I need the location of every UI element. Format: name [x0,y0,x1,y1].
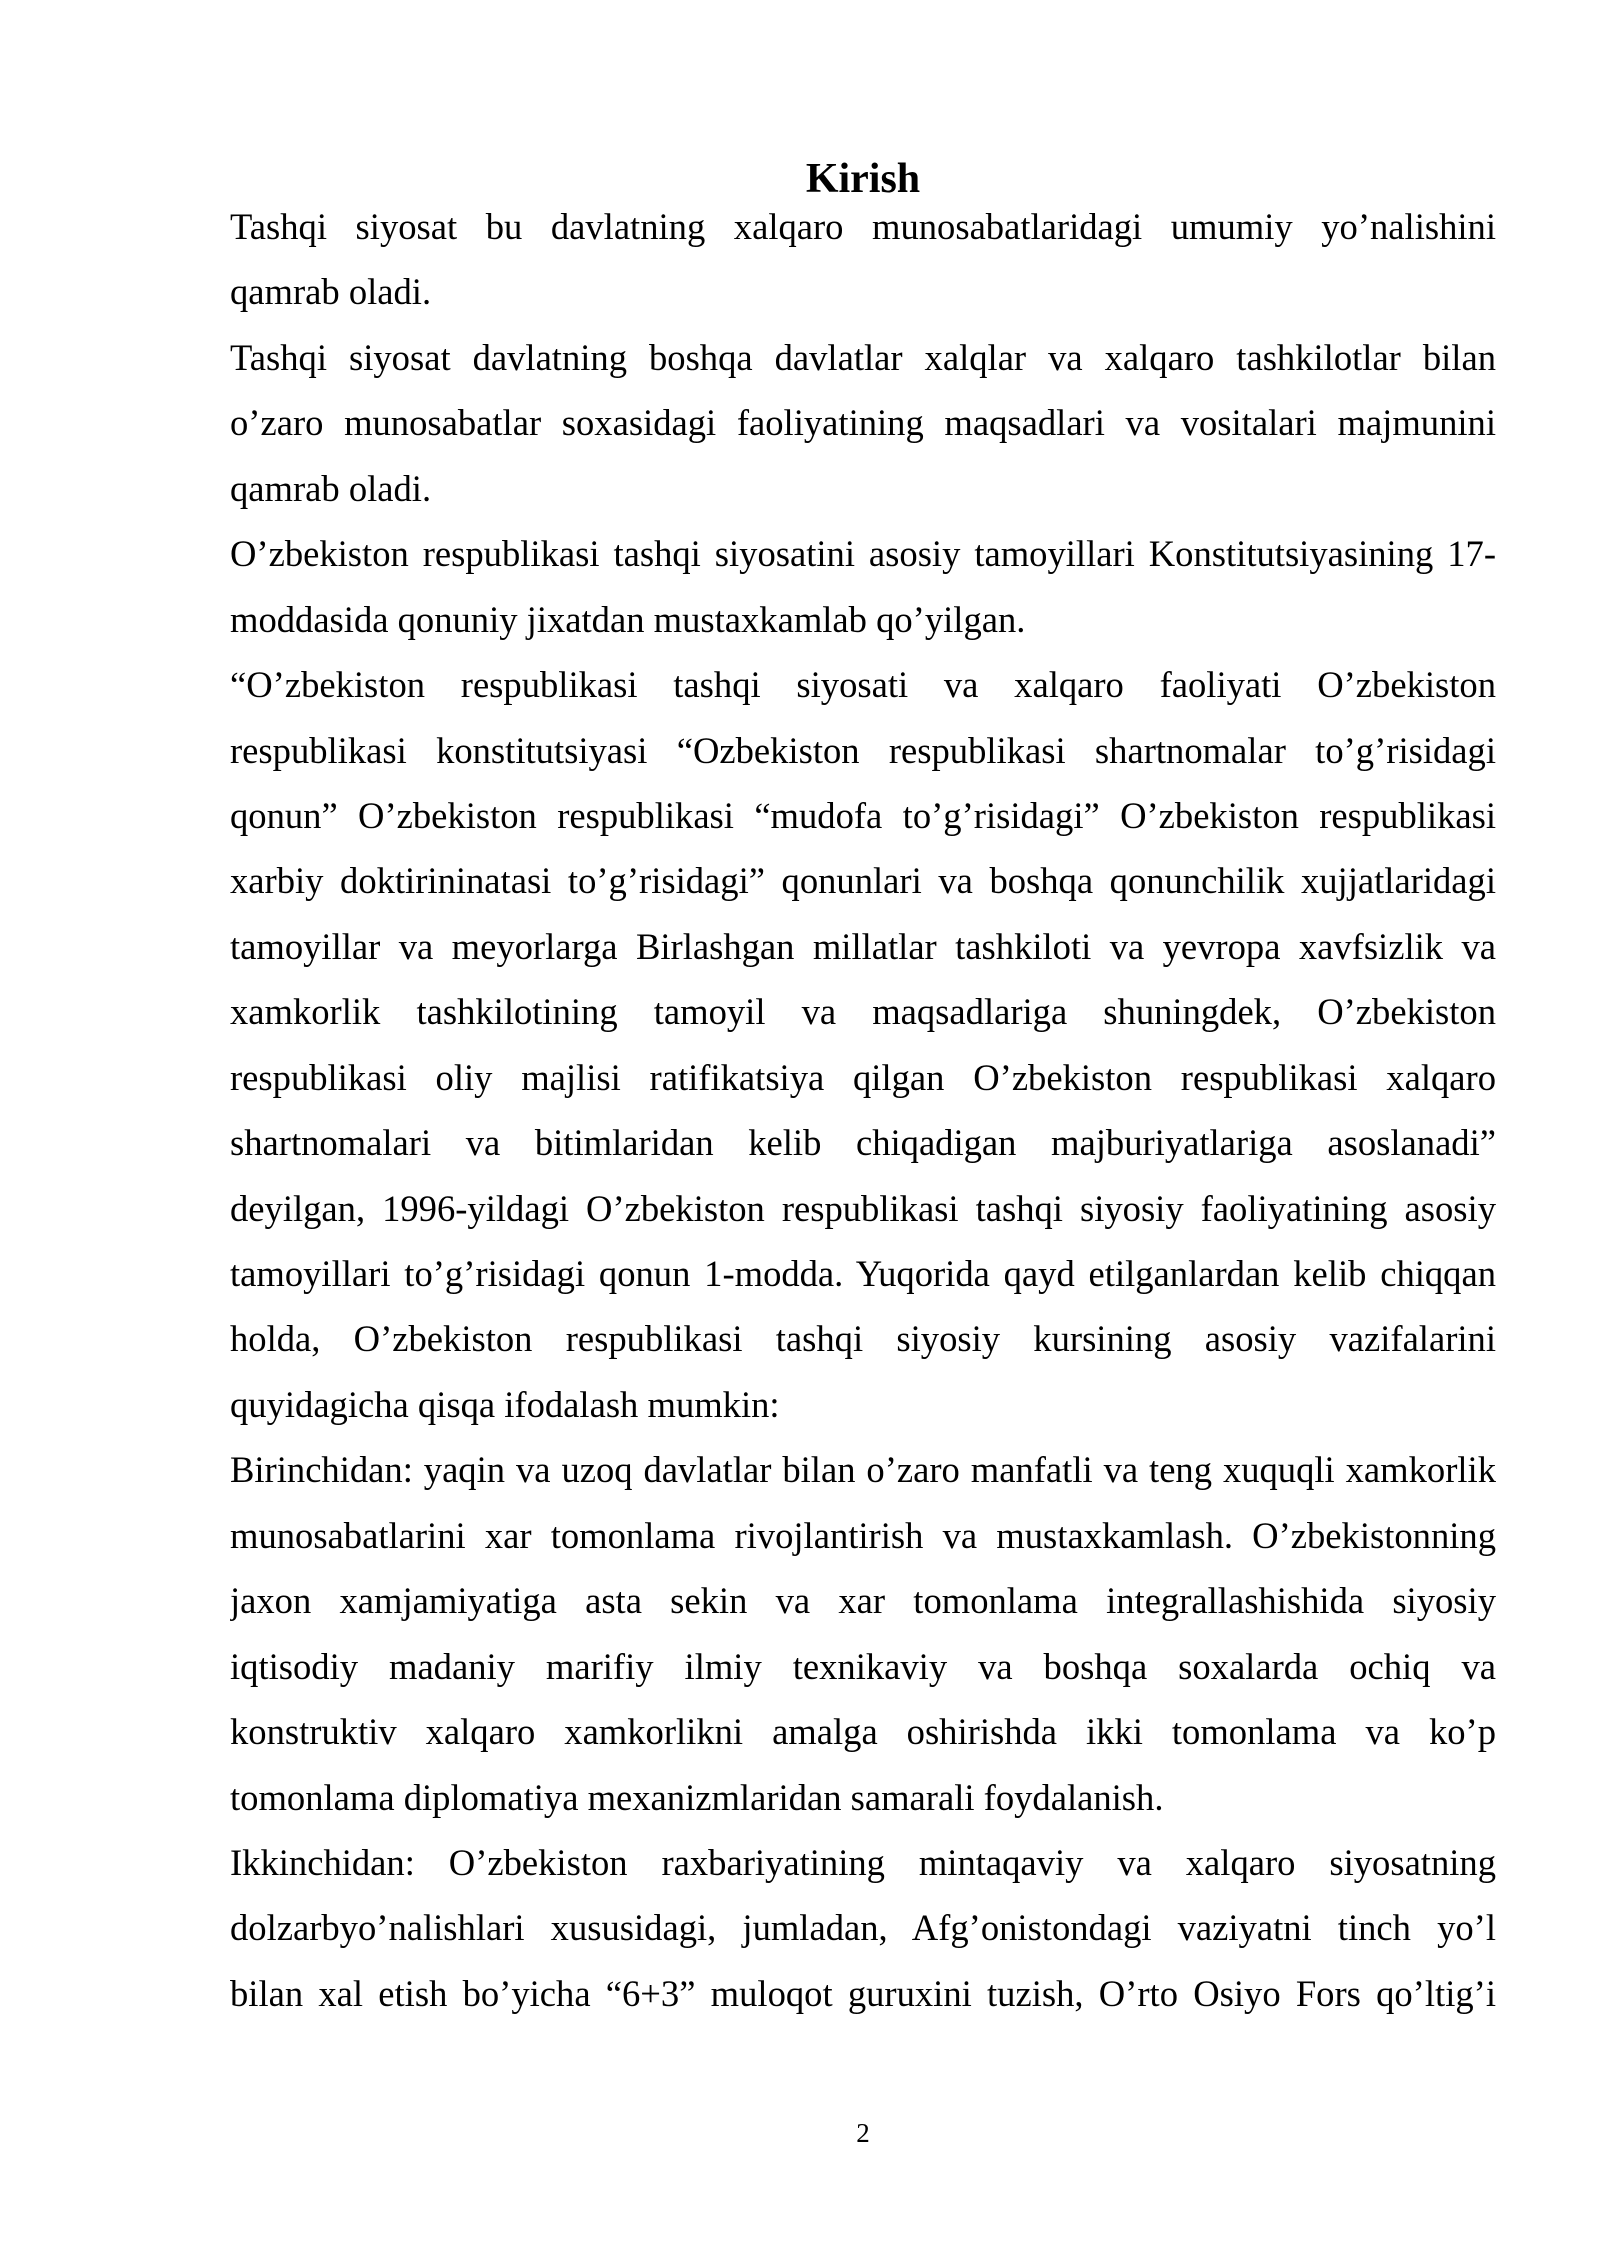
text-line: jaxon xamjamiyatiga asta sekin va xar tomonlama integrallashishida siyosiy [230,1580,1496,1622]
text-line: Tashqi siyosat bu davlatning xalqaro munosabatlaridagi umumiy yo’nalishini [230,206,1496,247]
text-line: Ikkinchidan: O’zbekiston raxbariyatining mintaqaviy va xalqaro siyosatning [230,1841,1496,1883]
text-line: holda, O’zbekiston respublikasi tashqi siyosiy kursining asosiy vazifalarini [230,1318,1496,1360]
text-line: Tashqi siyosat davlatning boshqa davlatlar xalqlar va xalqaro tashkilotlar bilan [230,336,1496,378]
text-line: Birinchidan: yaqin va uzoq davlatlar bilan o’zaro manfatli va teng xuquqli xamkorlik [230,1449,1496,1491]
text-line: o’zaro munosabatlar soxasidagi faoliyatining maqsadlari va vositalari majmunini [230,402,1496,444]
text-line: xarbiy doktirininatasi to’g’risidagi” qonunlari va boshqa qonunchilik xujjatlaridagi [230,860,1496,902]
text-line: deyilgan, 1996-yildagi O’zbekiston respublikasi tashqi siyosiy faoliyatining asosiy [230,1187,1496,1229]
paragraph-5 [230,1437,1496,1830]
text-line: iqtisodiy madaniy marifiy ilmiy texnikaviy va boshqa soxalarda ochiq va [230,1645,1496,1687]
text-line: shartnomalari va bitimlaridan kelib chiqadigan majburiyatlariga asoslanadi” [230,1122,1496,1164]
text-line: quyidagicha qisqa ifodalash mumkin: [230,1383,780,1425]
paragraph-2 [230,325,1496,521]
document-body [230,194,1496,2026]
text-line: konstruktiv xalqaro xamkorlikni amalga oshirishda ikki tomonlama va ko’p [230,1711,1496,1753]
paragraph-1 [230,194,1496,325]
text-line: munosabatlarini xar tomonlama rivojlantirish va mustaxkamlash. O’zbekistonning [230,1514,1496,1556]
text-line: qonun” O’zbekiston respublikasi “mudofa to’g’risidagi” O’zbekiston respublikasi [230,794,1496,836]
text-line: dolzarbyo’nalishlari xususidagi, jumladan, Afg’onistondagi vaziyatni tinch yo’l [230,1907,1496,1949]
text-line: respublikasi konstitutsiyasi “Ozbekiston respublikasi shartnomalar to’g’risidagi [230,729,1496,771]
page-title: Kirish [805,156,921,202]
text-line: bilan xal etish bo’yicha “6+3” muloqot guruxini tuzish, O’rto Osiyo Fors qo’ltig’i [230,1972,1496,2014]
text-line: respublikasi oliy majlisi ratifikatsiya qilgan O’zbekiston respublikasi xalqaro [230,1056,1496,1098]
page-number: 2 [856,2118,870,2148]
text-line: qamrab oladi. [230,271,432,313]
text-line: xamkorlik tashkilotining tamoyil va maqsadlariga shuningdek, O’zbekiston [230,991,1496,1033]
text-line: tamoyillari to’g’risidagi qonun 1-modda. Yuqorida qayd etilganlardan kelib chiqqan [230,1253,1496,1294]
text-line: moddasida qonuniy jixatdan mustaxkamlab qo’yilgan. [230,598,1026,640]
text-line: tamoyillar va meyorlarga Birlashgan millatlar tashkiloti va yevropa xavfsizlik va [230,925,1496,967]
paragraph-4 [230,652,1496,1437]
text-line: “O’zbekiston respublikasi tashqi siyosati va xalqaro faoliyati O’zbekiston [230,664,1496,706]
text-line: O’zbekiston respublikasi tashqi siyosatini asosiy tamoyillari Konstitutsiyasining 17- [230,533,1496,575]
paragraph-6 [230,1830,1496,2026]
text-line: tomonlama diplomatiya mexanizmlaridan samarali foydalanish. [230,1776,1164,1818]
text-line: qamrab oladi. [230,467,432,509]
paragraph-3 [230,521,1496,652]
